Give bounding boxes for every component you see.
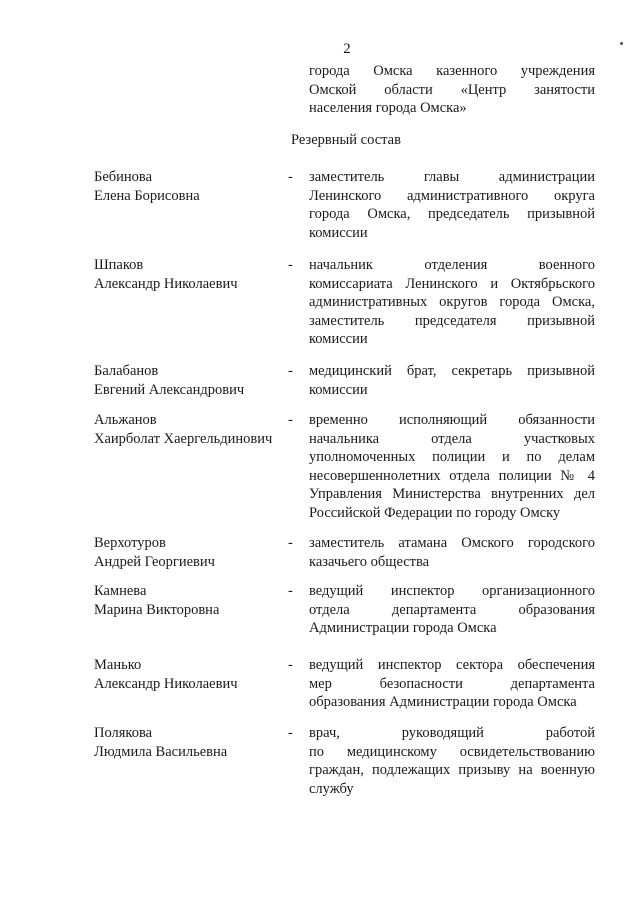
- scan-mark: [620, 42, 623, 45]
- member-given-names: Марина Викторовна: [94, 601, 220, 618]
- member-name: [94, 582, 274, 619]
- role-line: граждан, подлежащих призыву на военную: [309, 762, 595, 778]
- member-surname: Камнева: [94, 583, 147, 599]
- member-role: [309, 168, 595, 242]
- member-name: [94, 256, 274, 293]
- dash-separator: -: [288, 412, 293, 428]
- role-line: заместитель главы администрации: [309, 169, 595, 185]
- role-line: комиссии: [309, 224, 368, 241]
- member-given-names: Елена Борисовна: [94, 187, 200, 204]
- role-line: заместитель председателя призывной: [309, 312, 595, 329]
- role-line: ведущий инспектор организационного: [309, 583, 595, 599]
- role-line: казачьего общества: [309, 553, 430, 570]
- member-surname: Бебинова: [94, 169, 152, 185]
- role-line: уполномоченных полиции и по делам: [309, 449, 595, 465]
- section-title: Резервный состав: [291, 132, 401, 148]
- continued-line: населения города Омска»: [309, 100, 467, 116]
- role-line: временно исполняющий обязанности: [309, 412, 595, 428]
- role-line: несовершеннолетних отдела полиции № 4: [309, 467, 595, 484]
- role-line: отдела департамента образования: [309, 601, 595, 618]
- role-line: города Омска, председатель призывной: [309, 206, 595, 222]
- continued-line: Омской области «Центр занятости: [309, 81, 595, 98]
- role-line: по медицинскому освидетельствованию: [309, 743, 595, 760]
- member-surname: Балабанов: [94, 363, 159, 379]
- dash-separator: -: [288, 583, 293, 599]
- member-role: [309, 534, 595, 571]
- role-line: мер безопасности департамента: [309, 675, 595, 692]
- role-line: Управления Министерства внутренних дел: [309, 486, 595, 502]
- page-number: 2: [343, 41, 351, 57]
- role-line: Ленинского административного округа: [309, 187, 595, 204]
- role-line: врач, руководящий работой: [309, 725, 595, 741]
- member-name: [94, 534, 274, 571]
- role-line: ведущий инспектор сектора обеспечения: [309, 657, 595, 673]
- dash-separator: -: [288, 257, 293, 273]
- role-line: заместитель атамана Омского городского: [309, 535, 595, 551]
- member-given-names: Хаирболат Хаергельдинович: [94, 430, 273, 447]
- role-line: комиссариата Ленинского и Октябрьского: [309, 275, 595, 292]
- member-name: [94, 168, 274, 205]
- member-role: [309, 656, 595, 712]
- dash-separator: -: [288, 363, 293, 379]
- member-given-names: Евгений Александрович: [94, 381, 245, 398]
- member-surname: Шпаков: [94, 257, 144, 273]
- role-line: Российской Федерации по городу Омску: [309, 504, 561, 521]
- role-line: образования Администрации города Омска: [309, 694, 577, 710]
- member-surname: Альжанов: [94, 412, 157, 428]
- continued-role-text: [309, 62, 595, 118]
- member-role: [309, 582, 595, 638]
- member-name: [94, 656, 274, 693]
- dash-separator: -: [288, 169, 293, 185]
- member-surname: Верхотуров: [94, 535, 166, 551]
- role-line: комиссии: [309, 331, 368, 347]
- role-line: медицинский брат, секретарь призывной: [309, 363, 595, 379]
- member-surname: Манько: [94, 657, 142, 673]
- member-given-names: Людмила Васильевна: [94, 743, 228, 760]
- role-line: начальник отделения военного: [309, 257, 595, 273]
- member-given-names: Александр Николаевич: [94, 675, 238, 692]
- member-given-names: Александр Николаевич: [94, 275, 238, 292]
- member-name: [94, 411, 274, 448]
- member-role: [309, 724, 595, 798]
- role-line: Администрации города Омска: [309, 620, 497, 636]
- role-line: комиссии: [309, 381, 368, 398]
- member-given-names: Андрей Георгиевич: [94, 553, 215, 570]
- role-line: службу: [309, 780, 354, 797]
- role-line: начальника отдела участковых: [309, 430, 595, 447]
- role-line: административных округов города Омска,: [309, 294, 595, 310]
- dash-separator: -: [288, 535, 293, 551]
- dash-separator: -: [288, 657, 293, 673]
- member-role: [309, 256, 595, 349]
- member-surname: Полякова: [94, 725, 153, 741]
- member-role: [309, 362, 595, 399]
- dash-separator: -: [288, 725, 293, 741]
- member-name: [94, 362, 274, 399]
- member-role: [309, 411, 595, 522]
- continued-line: города Омска казенного учреждения: [309, 63, 595, 79]
- member-name: [94, 724, 274, 761]
